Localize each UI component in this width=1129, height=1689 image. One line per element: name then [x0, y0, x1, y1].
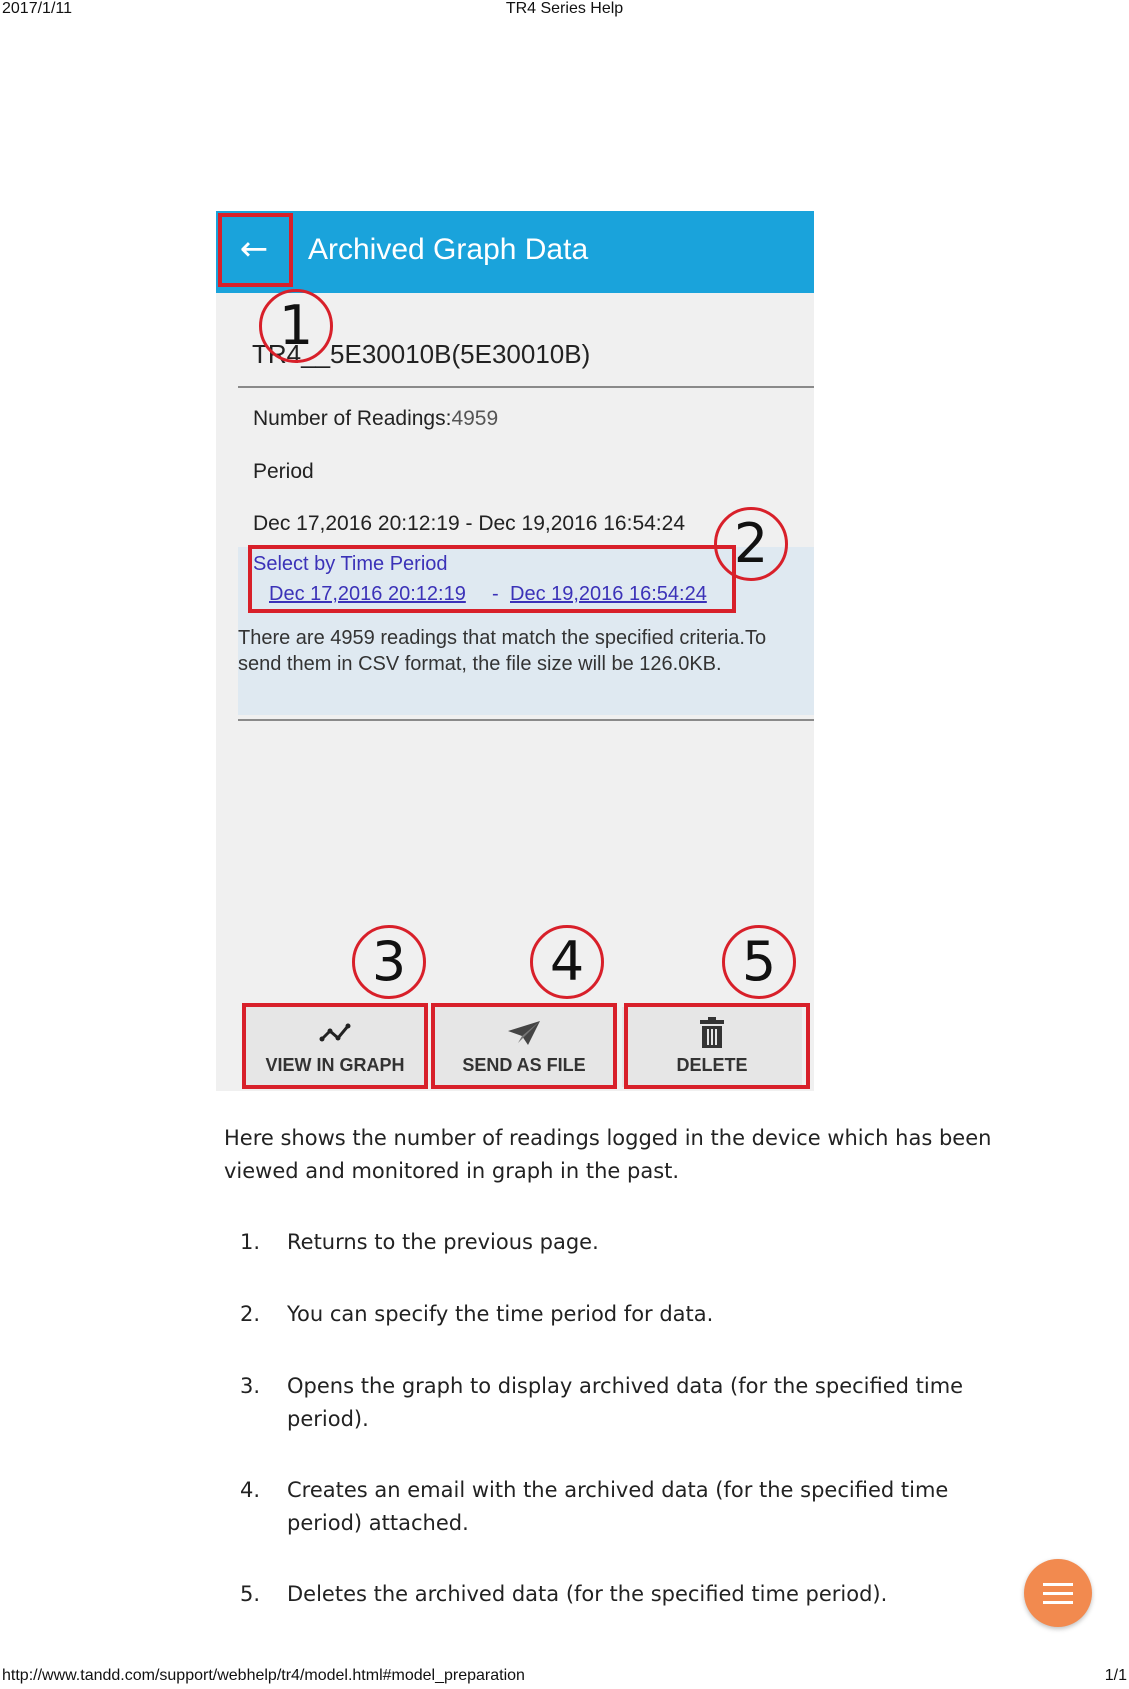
arrow-left-icon: ←: [239, 229, 269, 269]
step-text: Creates an email with the archived data (for the specified time period) attached.: [287, 1478, 949, 1535]
annotation-box-back: [218, 213, 293, 287]
callout-3: 3: [352, 925, 426, 999]
step-text: Deletes the archived data (for the specified time period).: [287, 1582, 888, 1606]
step-number: 1.: [240, 1230, 261, 1254]
step-number: 3.: [240, 1374, 261, 1398]
callout-2: 2: [714, 507, 788, 581]
delete-label: DELETE: [676, 1055, 748, 1075]
step-number: 2.: [240, 1302, 261, 1326]
period-range: Dec 17,2016 20:12:19 - Dec 19,2016 16:54:24: [253, 512, 685, 535]
print-url: http://www.tandd.com/support/webhelp/tr4/model.html#model_preparation: [2, 1667, 525, 1684]
step-number: 4.: [240, 1478, 261, 1502]
app-title: Archived Graph Data: [308, 233, 589, 266]
select-title: Select by Time Period: [253, 553, 448, 575]
criteria-text: There are 4959 readings that match the specified criteria.To send them in CSV format, the file size will be 126.0KB.: [238, 627, 767, 675]
app-bar: [216, 211, 814, 293]
callout-1: 1: [259, 289, 333, 363]
end-date-link[interactable]: Dec 19,2016 16:54:24: [510, 583, 707, 605]
step-text: Opens the graph to display archived data (for the specified time period).: [287, 1374, 964, 1431]
menu-button[interactable]: [1024, 1559, 1092, 1627]
readings-value: 4959: [451, 407, 499, 430]
callout-5: 5: [722, 925, 796, 999]
annotation-box-delete: [624, 1003, 810, 1089]
step-text: Returns to the previous page.: [287, 1230, 599, 1254]
readings-label: Number of Readings:: [253, 407, 452, 430]
device-name: TR4__5E30010B(5E30010B): [252, 339, 591, 369]
readings-count: [253, 407, 498, 431]
divider: [238, 386, 814, 388]
start-date-link[interactable]: Dec 17,2016 20:12:19: [269, 583, 466, 605]
divider: [238, 719, 814, 721]
step-number: 5.: [240, 1582, 261, 1606]
step-text: You can specify the time period for data.: [287, 1302, 714, 1326]
annotation-box-view-graph: [242, 1003, 428, 1089]
annotation-box-send-file: [431, 1003, 617, 1089]
date-separator: -: [492, 583, 499, 605]
period-label: Period: [253, 460, 314, 483]
intro-paragraph: Here shows the number of readings logged in the device which has been viewed and monitored in graph in the past.: [224, 1126, 992, 1183]
annotation-box-period: [248, 545, 736, 613]
view-in-graph-label: VIEW IN GRAPH: [265, 1055, 405, 1075]
print-title: TR4 Series Help: [505, 0, 624, 17]
print-page-number: 1/1: [1104, 1667, 1127, 1684]
callout-4: 4: [530, 925, 604, 999]
send-as-file-label: SEND AS FILE: [462, 1055, 586, 1075]
print-date: 2017/1/11: [2, 0, 72, 17]
